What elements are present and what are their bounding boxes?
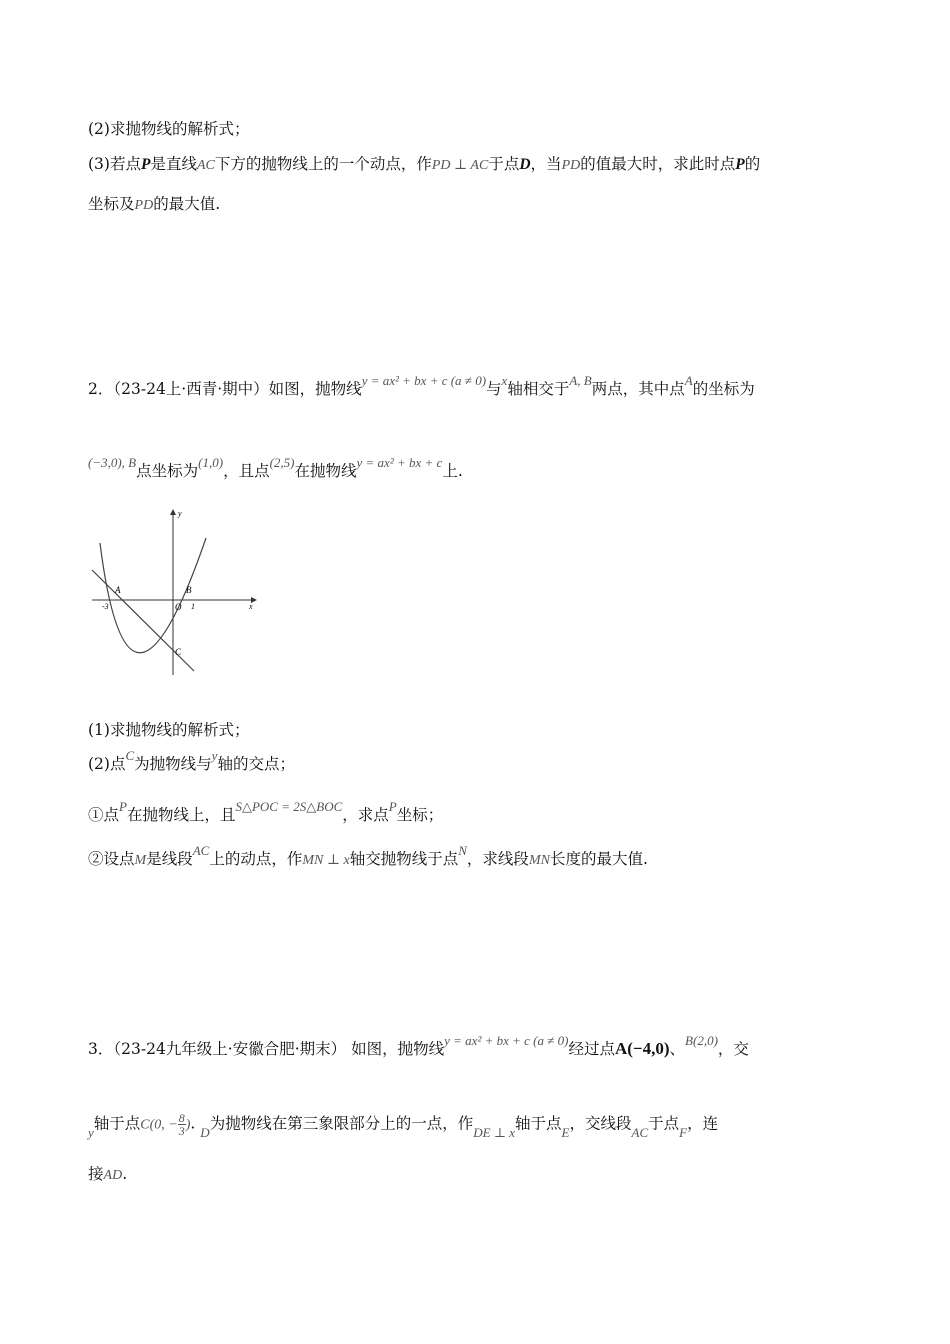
q1-part3-line1: (3)若点P是直线AC下方的抛物线上的一个动点，作PD ⊥ AC于点D，当PD的值最大时，求此时点P的: [88, 155, 761, 173]
label-c: C: [175, 647, 182, 657]
q1-part2: (2)求抛物线的解析式；: [88, 120, 250, 138]
label-one: 1: [191, 602, 195, 611]
fraction-8-3: $\frac{8}{3}$: [178, 1111, 185, 1138]
q3-stem-line1: 3．（23-24九年级上·安徽合肥·期末） 如图，抛物线$^{y = ax^2 + bx + c (a \ne 0)}$经过点A(−4,0)、$^{B(2,0)}$，交: [88, 1033, 749, 1058]
q3-stem-line3: 接AD.: [88, 1165, 128, 1183]
label-y: y: [178, 509, 182, 518]
q2-part2: (2)点$^C$为抛物线与$^y$轴的交点；: [88, 748, 295, 773]
label-neg3: -3: [102, 602, 109, 611]
label-b: B: [186, 585, 192, 595]
parabola-curve: [100, 538, 206, 653]
q1-part3-line2: 坐标及PD的最大值.: [88, 195, 221, 213]
q3-stem-line2: $_y$轴于点C(0, − $\frac{8}{3}$ ). $_D$为抛物线在第三象限部分上的一点，作$_{DE \perp x}$轴于点$_E$，交线段$_{AC}$于点$_F$，连: [88, 1111, 719, 1140]
q2-part1: (1)求抛物线的解析式；: [88, 721, 250, 739]
parabola-figure: [86, 505, 266, 680]
label-x: x: [249, 602, 253, 611]
q2-sub1: ①点$^P$在抛物线上，且$^{S\triangle POC = 2S\triangle BOC}$，求点$^P$坐标；: [88, 799, 444, 824]
q2-sub2: ②设点M是线段$^{AC}$上的动点，作MN ⊥ x轴交抛物线于点$^N$，求线段MN长度的最大值.: [88, 843, 648, 868]
label-o: O: [175, 602, 182, 612]
q2-stem-line1: 2．（23-24上·西青·期中）如图，抛物线$^{y = ax^2 + bx + c (a \ne 0)}$与$^x$轴相交于$^{A, B}$两点，其中点$^A$的坐标为: [88, 373, 755, 398]
q2-stem-line2: $^{(-3,0), B}$点坐标为$^{(1,0)}$，且点$^{(2,5)}$在抛物线$^{y = ax^2 + bx + c}$上.: [88, 455, 463, 480]
label-a: A: [115, 585, 121, 595]
